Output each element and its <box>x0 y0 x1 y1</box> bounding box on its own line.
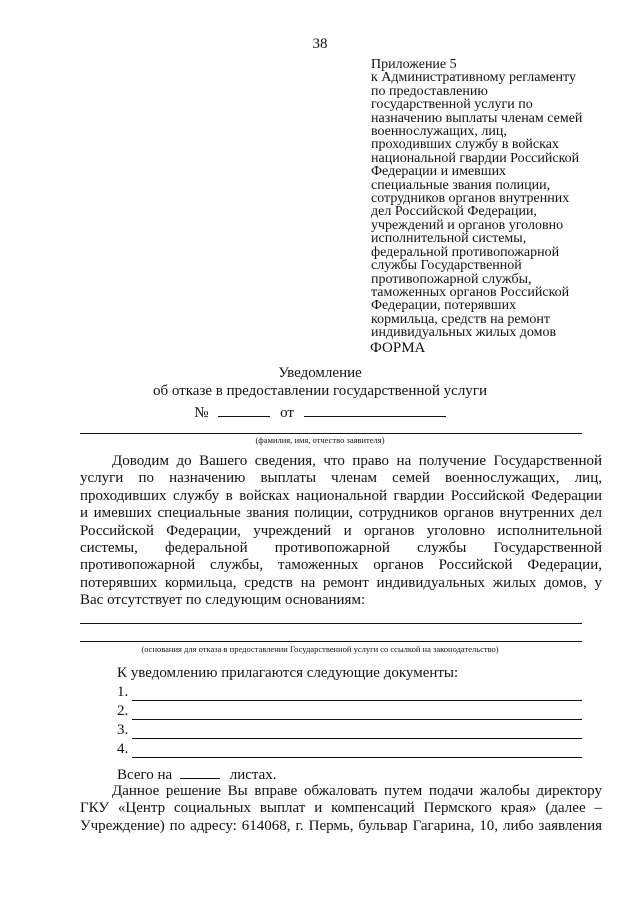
body-line: потерявших кормильца, средств на ремонт индивидуальных жилых домов, у <box>80 574 602 591</box>
body-line: противопожарной службы, таможенных органов Российской Федерации, <box>80 557 602 574</box>
attachment-number: 2. <box>117 703 129 719</box>
appendix-line: исполнительной системы, <box>371 231 527 247</box>
appendix-line: проходивших службу в войсках <box>371 137 559 153</box>
notice-subtitle: об отказе в предоставлении государственной услуги <box>152 383 487 399</box>
attachment-field[interactable] <box>132 688 582 701</box>
notice-title: Уведомление <box>278 365 362 381</box>
number-sign: № <box>194 405 209 421</box>
appendix-line: федеральной противопожарной <box>371 244 560 260</box>
appendix-line: к Административному регламенту <box>371 70 576 86</box>
appendix-header <box>371 58 621 340</box>
appendix-line: кормильца, средств на ремонт <box>371 311 551 327</box>
appendix-line: Приложение 5 <box>371 57 457 72</box>
sheet-count-field[interactable] <box>180 764 220 779</box>
body-line: проходивших службу в войсках национальной гвардии Российской Федерации <box>80 487 602 504</box>
attachments-intro: К уведомлению прилагаются следующие документы: <box>117 665 459 681</box>
body-line: Доводим до Вашего сведения, что право на получение Государственной <box>112 453 602 469</box>
body-paragraph <box>80 453 602 610</box>
appendix-line: индивидуальных жилых домов <box>371 325 557 341</box>
appendix-line: назначению выплаты членам семей <box>371 110 583 126</box>
attachment-field[interactable] <box>132 745 582 758</box>
appendix-line: по предоставлению <box>371 83 488 99</box>
appendix-line: таможенных органов Российской <box>371 284 570 300</box>
attachment-item <box>117 741 582 758</box>
attachment-item <box>117 722 582 739</box>
attachment-field[interactable] <box>132 707 582 720</box>
appendix-line: специальные звания полиции, <box>371 177 551 193</box>
reasons-caption: (основания для отказа в предоставлении Государственной услуги со ссылкой на законодательство) <box>141 644 499 654</box>
appendix-line: Федерации и имевших <box>371 164 507 180</box>
attachment-number: 3. <box>117 722 129 738</box>
attachment-item <box>117 703 582 720</box>
body-line: услуги по назначению выплаты членам семей военнослужащих, лиц, <box>80 470 602 487</box>
body-line: Вас отсутствует по следующим основаниям: <box>80 592 366 609</box>
number-field[interactable] <box>218 402 270 417</box>
appendix-line: военнослужащих, лиц, <box>371 124 507 140</box>
appeal-line: ГКУ «Центр социальных выплат и компенсаций Пермского края» (далее – <box>80 800 602 817</box>
attachment-field[interactable] <box>132 726 582 739</box>
appendix-line: дел Российской Федерации, <box>371 204 537 220</box>
appendix-line: национальной гвардии Российской <box>371 150 580 166</box>
appeal-line: Данное решение Вы вправе обжаловать путем подачи жалобы директору <box>112 783 602 799</box>
total-suffix: листах. <box>229 767 277 783</box>
attachment-number: 4. <box>117 741 129 757</box>
appeal-paragraph <box>80 783 602 835</box>
appendix-line: Федерации, потерявших <box>371 298 517 314</box>
attachment-item <box>117 684 582 701</box>
attachment-number: 1. <box>117 684 129 700</box>
from-word: от <box>280 405 294 421</box>
body-line: системы, федеральной противопожарной службы Государственной <box>80 540 602 557</box>
body-line: и имевших специальные звания полиции, сотрудников органов внутренних дел <box>80 505 602 522</box>
reasons-field-line-2[interactable] <box>80 641 582 642</box>
appeal-line: Учреждение) по адресу: 614068, г. Пермь, бульвар Гагарина, 10, либо заявления <box>80 817 602 834</box>
number-date-line <box>0 402 640 422</box>
appendix-line: противопожарной службы, <box>371 271 532 287</box>
date-field[interactable] <box>304 402 446 417</box>
appendix-line: учреждений и органов уголовно <box>371 217 564 233</box>
body-line: Российской Федерации, учреждений и органов уголовно исполнительной <box>80 522 602 539</box>
form-label: ФОРМА <box>370 340 426 356</box>
applicant-name-field[interactable] <box>80 433 582 434</box>
applicant-caption: (фамилия, имя, отчество заявителя) <box>255 435 385 445</box>
page-number: 38 <box>312 36 328 52</box>
appendix-line: сотрудников органов внутренних <box>371 191 570 207</box>
appendix-line: службы Государственной <box>371 258 522 274</box>
total-prefix: Всего на <box>117 767 173 783</box>
total-sheets-line <box>117 764 277 784</box>
reasons-field-line-1[interactable] <box>80 623 582 624</box>
appendix-line: государственной услуги по <box>371 97 533 113</box>
